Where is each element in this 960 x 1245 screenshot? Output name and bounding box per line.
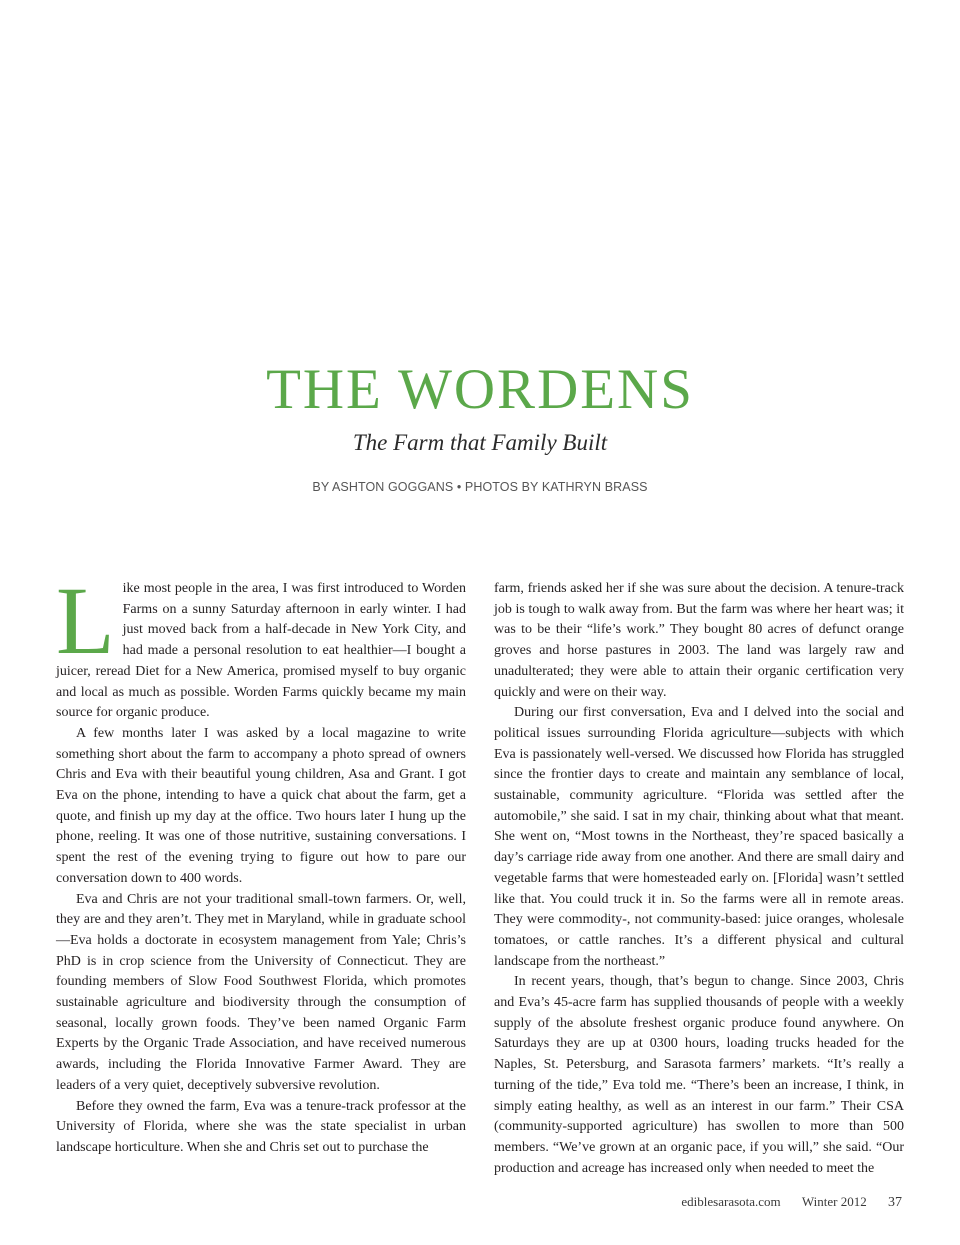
paragraph-text: ike most people in the area, I was first introduced to Worden Farms on a sunny Saturday afternoon in early winter. I had just moved back from a half-decade in New York City, and had made a personal resolution to eat healthier—I bought a juicer, reread Diet for a New America, promised myself to buy organic and local as much as possible. Worden Farms quickly became my main source for organic produce. xyxy=(56,581,466,721)
paragraph: In recent years, though, that’s begun to change. Since 2003, Chris and Eva’s 45-acre farm has supplied thousands of people with a weekly supply of the absolute freshest organic produce found anywhere. On Saturdays they are up at 0300 hours, loading trucks headed for the Naples, St. Petersburg, and Sarasota farmers’ markets. “It’s really a turning of the tide,” Eva told me. “There’s been an increase, I think, in simply eating healthy, as well as an interest in our farm.” Their CSA (community-supported agriculture) has swollen to more than 500 members. “We’ve grown at an organic pace, if you will,” she said. “Our production and acreage has increased only when needed to meet the xyxy=(494,974,904,1176)
footer-issue: Winter 2012 xyxy=(801,1194,867,1209)
footer-site: ediblesarasota.com xyxy=(681,1194,781,1209)
paragraph: Before they owned the farm, Eva was a tenure-track professor at the University of Florida, where she was the state specialist in urban landscape horticulture. When she and Chris set out to purchase the xyxy=(56,1098,466,1155)
drop-cap: L xyxy=(56,567,115,674)
page-number: 37 xyxy=(888,1195,902,1210)
paragraph: farm, friends asked her if she was sure about the decision. A tenure-track job is tough to walk away from. But the farm was where her heart was; it was to be their “life’s work.” They bought 80 acres of defunct orange groves and horse pastures in 2003. The land was largely raw and unadulterated; they were able to attain their organic certification very quickly and were on their way. xyxy=(494,581,904,700)
article-subtitle: The Farm that Family Built xyxy=(352,430,608,455)
left-column xyxy=(56,567,466,1159)
page-footer xyxy=(681,1194,902,1211)
paragraph: During our first conversation, Eva and I delved into the social and political issues surrounding Florida agriculture—subjects with which Eva is passionately well-versed. We discussed how Florida has struggled since the frontier days to create and maintain any semblance of local, sustainable, community agriculture. “Florida was settled after the automobile,” she said. I sat in my chair, thinking about what that meant. She went on, “Most towns in the Northeast, they’re spaced basically a day’s carriage ride away from one another. And there are small dairy and vegetable farms that were homesteaded early on. [Florida] wasn’t settled like that. You could truck it in. So the farms were all in remote areas. They were commodity-, not community-based: juice oranges, wholesale tomatoes, or cattle ranches. It’s a different physical and cultural landscape from the northeast.” xyxy=(494,705,904,969)
right-column xyxy=(494,579,904,1179)
article-title: THE WORDENS xyxy=(266,358,694,421)
article-byline: BY ASHTON GOGGANS • PHOTOS BY KATHRYN BRASS xyxy=(312,480,648,494)
paragraph: Eva and Chris are not your traditional small-town farmers. Or, well, they are and they aren’t. They met in Maryland, while in graduate school—Eva holds a doctorate in ecosystem management from Yale; Chris’s PhD is in crop science from the University of Connecticut. They are founding members of Slow Food Southwest Florida, which promotes sustainable agriculture and biodiversity through the consumption of seasonal, locally grown foods. They’ve been named Organic Farm Experts by the Organic Trade Association, and have received numerous awards, including the Florida Innovative Farmer Award. They are leaders of a very quiet, deceptively subversive revolution. xyxy=(56,891,466,1093)
paragraph: A few months later I was asked by a local magazine to write something short about the farm to accompany a photo spread of owners Chris and Eva with their beautiful young children, Asa and Grant. I got Eva on the phone, intending to have a quick chat about the farm, get a quote, and finish up my day at the office. Two hours later I hung up the phone, reeling. It was one of those nutritive, sustaining conversations. I spent the rest of the evening trying to figure out how to pare our conversation down to 400 words. xyxy=(56,725,466,886)
paragraph xyxy=(56,567,466,724)
